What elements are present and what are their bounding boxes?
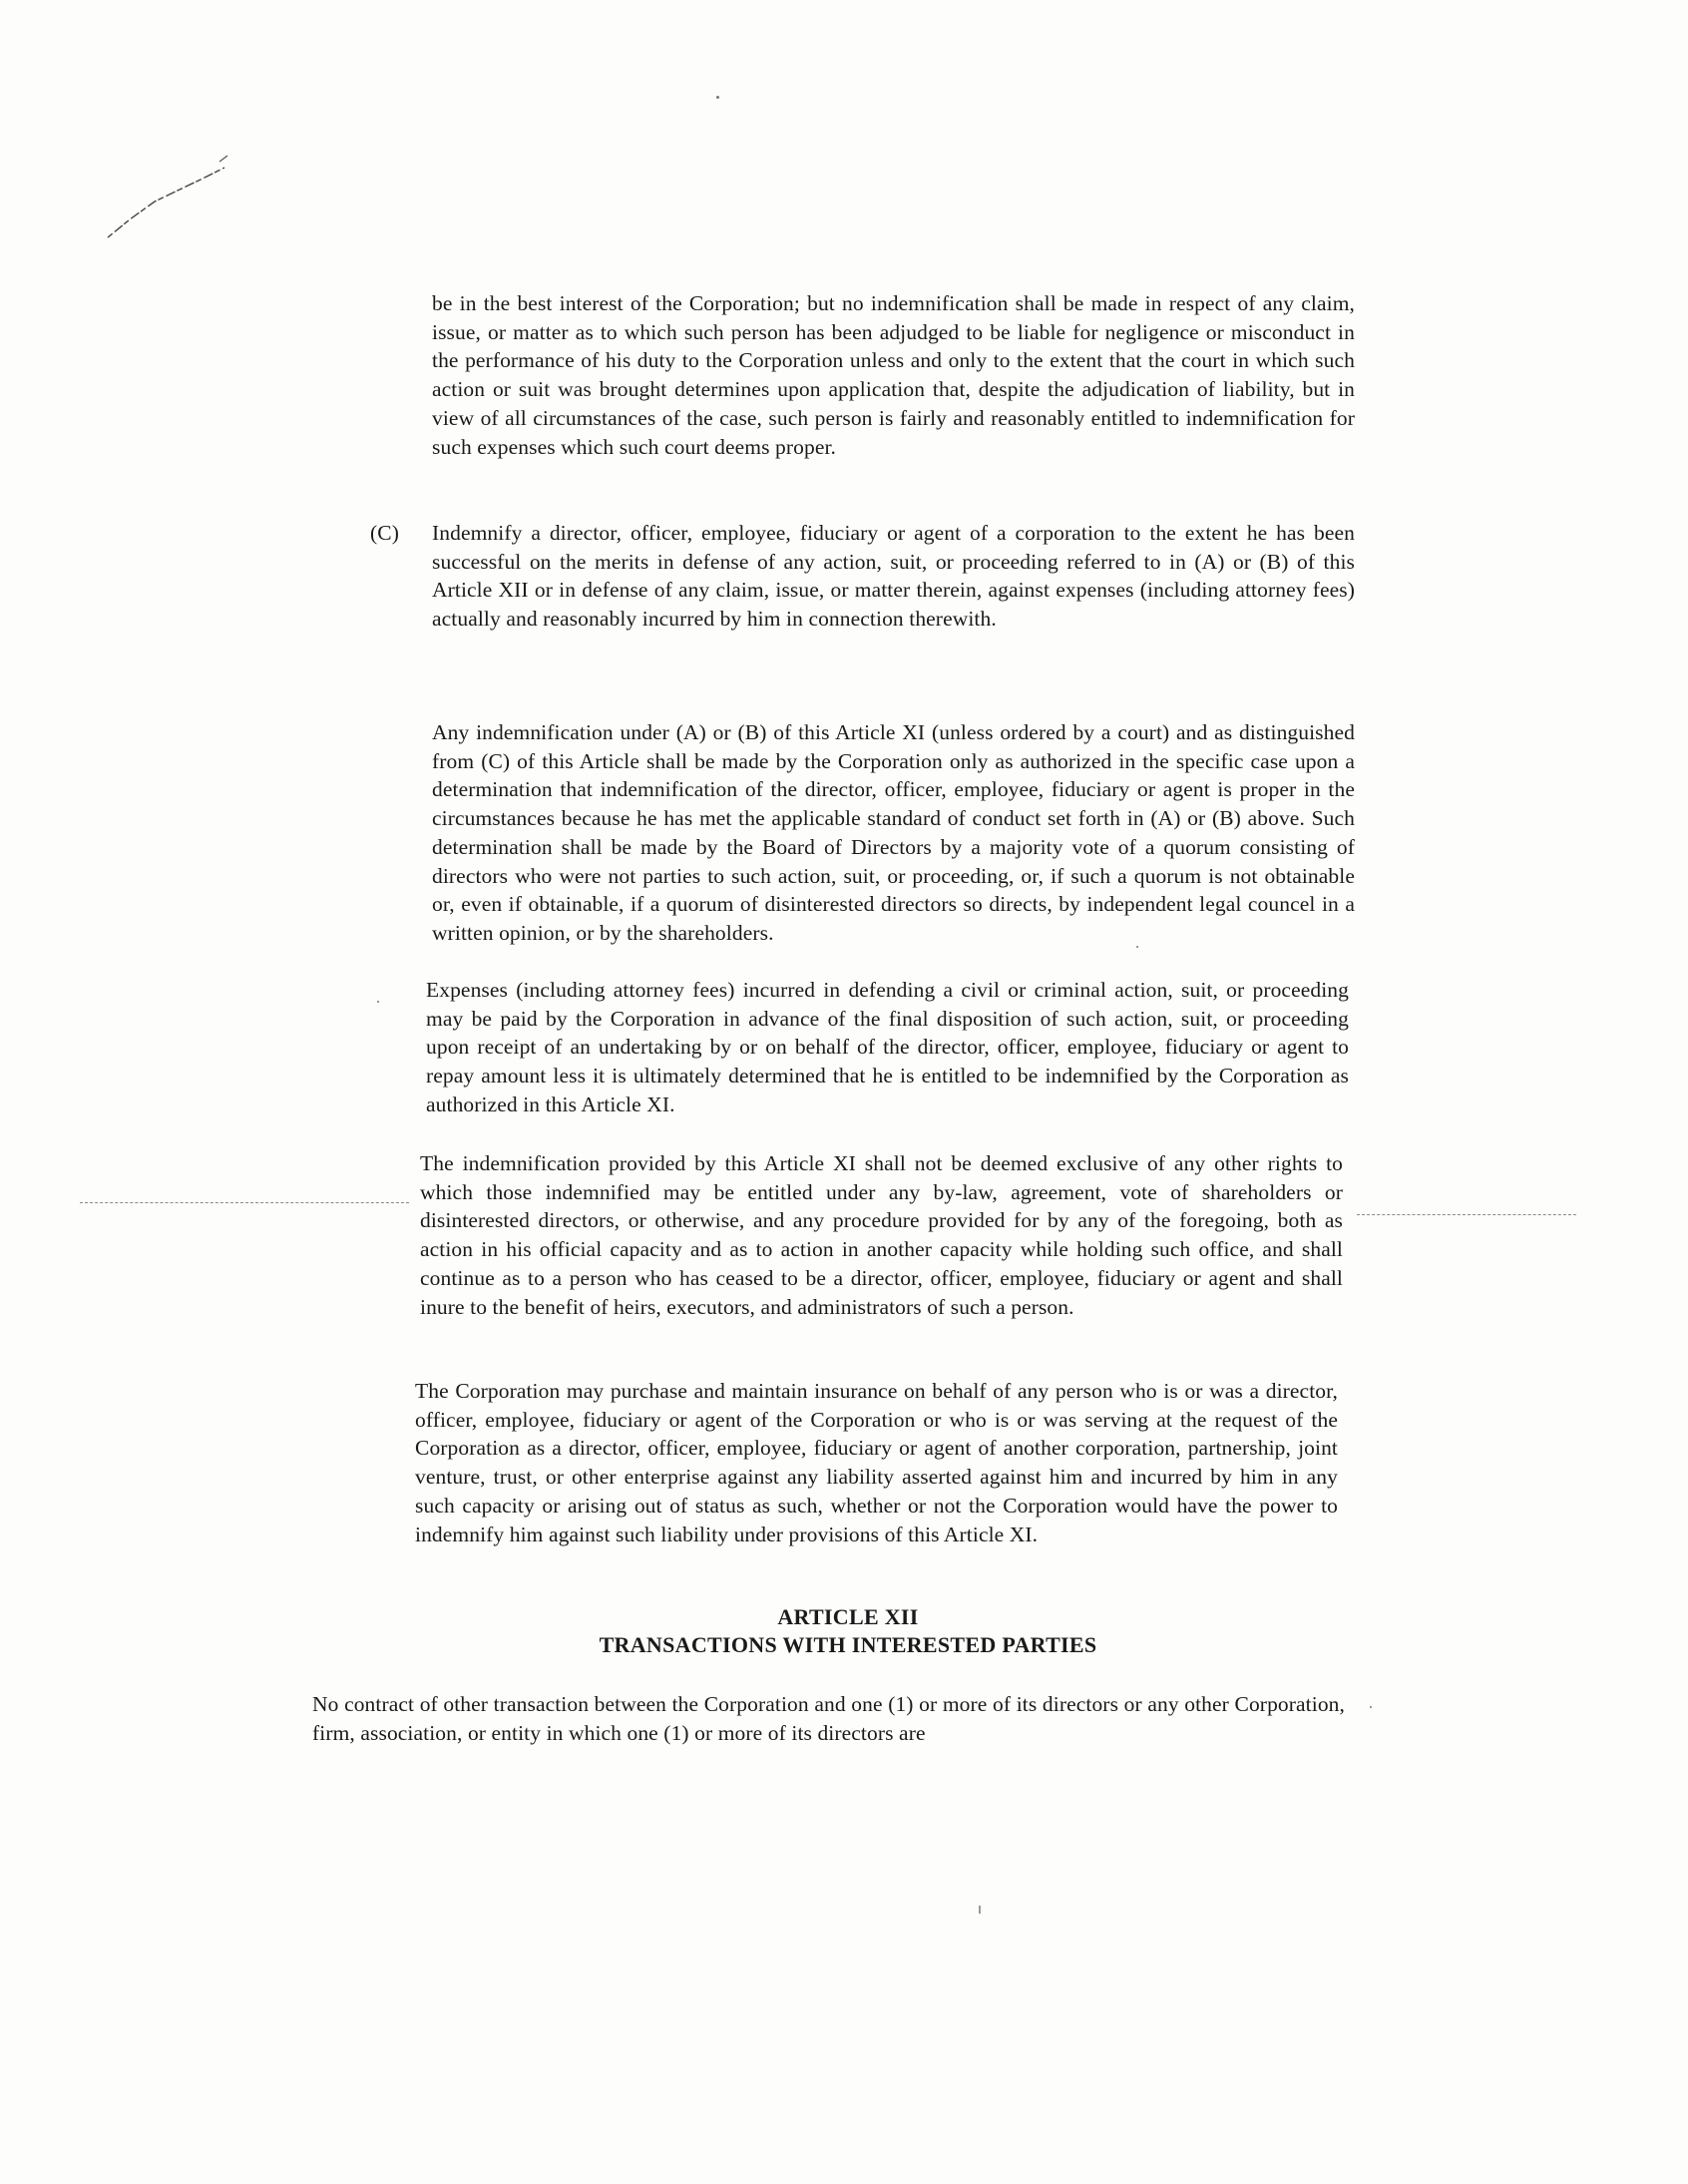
- item-c-label: (C): [370, 521, 399, 545]
- determination-text: Any indemnification under (A) or (B) of this Article XI (unless ordered by a court) and as distinguished from (C) of this Article shall be made by the Corporation only as authorized in the specific case upon a determination that indemnification of the director, officer, employee, fiduciary or agent is proper in the circumstances because he has met the applicable standard of conduct set forth in (A) or (B) above. Such determination shall be made by the Board of Directors by a majority vote of a quorum consisting of directors who were not parties to such action, suit, or proceeding, or, if such a quorum is not obtainable or, even if obtainable, if a quorum of disinterested directors so directs, by independent legal councel in a written opinion, or by the shareholders.: [432, 720, 1355, 945]
- scan-speck: [377, 1001, 379, 1003]
- article-title: TRANSACTIONS WITH INTERESTED PARTIES: [599, 1632, 1097, 1657]
- scan-speck: [716, 96, 719, 99]
- item-c-text: Indemnify a director, officer, employee, fiduciary or agent of a corporation to the extent he has been successful on the merits in defense of any action, suit, or proceeding referred to in (A) or (B) of this Article XII or in defense of any claim, issue, or matter therein, against expenses (including attorney fees) actually and reasonably incurred by him in connection therewith.: [432, 521, 1355, 632]
- scan-speck: [1370, 1706, 1372, 1708]
- non-exclusive-paragraph: [420, 1149, 1343, 1321]
- pen-scratch-mark: [100, 150, 239, 249]
- intro-paragraph: [432, 289, 1355, 461]
- expenses-text: Expenses (including attorney fees) incurred in defending a civil or criminal action, suit, or proceeding may be paid by the Corporation in advance of the final disposition of such action, suit, or proceeding upon receipt of an undertaking by or on behalf of the director, officer, employee, fiduciary or agent to repay amount less it is ultimately determined that he is entitled to be indemnified by the Corporation as authorized in this Article XI.: [426, 978, 1349, 1116]
- transactions-text: No contract of other transaction between the Corporation and one (1) or more of its directors or any other Corporation, firm, association, or entity in which one (1) or more of its directors are: [312, 1692, 1345, 1745]
- item-c-paragraph: [432, 519, 1355, 634]
- insurance-text: The Corporation may purchase and maintain insurance on behalf of any person who is or was a director, officer, employee, fiduciary or agent of the Corporation or who is or was serving at the request of the Corporation as a director, officer, employee, fiduciary or agent of another corporation, partnership, joint venture, trust, or other enterprise against any liability asserted against him and incurred by him in any such capacity or arising out of status as such, whether or not the Corporation would have the power to indemnify him against such liability under provisions of this Article XI.: [415, 1379, 1338, 1546]
- transactions-paragraph: [312, 1690, 1345, 1747]
- non-exclusive-text: The indemnification provided by this Article XI shall not be deemed exclusive of any other rights to which those indemnified may be entitled under any by-law, agreement, vote of shareholders or disinterested directors, or otherwise, and any procedure provided for by any of the foregoing, both as action in his official capacity and as to action in another capacity while holding such office, and shall continue as to a person who has ceased to be a director, officer, employee, fiduciary or agent and shall inure to the benefit of heirs, executors, and administrators of such a person.: [420, 1151, 1343, 1319]
- insurance-paragraph: [415, 1377, 1338, 1548]
- article-heading: ARTICLE XII: [777, 1604, 919, 1629]
- scan-artifact-line: [1357, 1214, 1576, 1215]
- expenses-paragraph: [426, 976, 1349, 1119]
- intro-paragraph-text: be in the best interest of the Corporation; but no indemnification shall be made in respect of any claim, issue, or matter as to which such person has been adjudged to be liable for negligence or misconduct in the performance of his duty to the Corporation unless and only to the extent that the court in which such action or suit was brought determines upon application that, despite the adjudication of liability, but in view of all circumstances of the case, such person is fairly and reasonably entitled to indemnification for such expenses which such court deems proper.: [432, 291, 1355, 459]
- scan-artifact-line: [80, 1202, 409, 1203]
- determination-paragraph: [432, 718, 1355, 948]
- scan-speck: [979, 1906, 981, 1914]
